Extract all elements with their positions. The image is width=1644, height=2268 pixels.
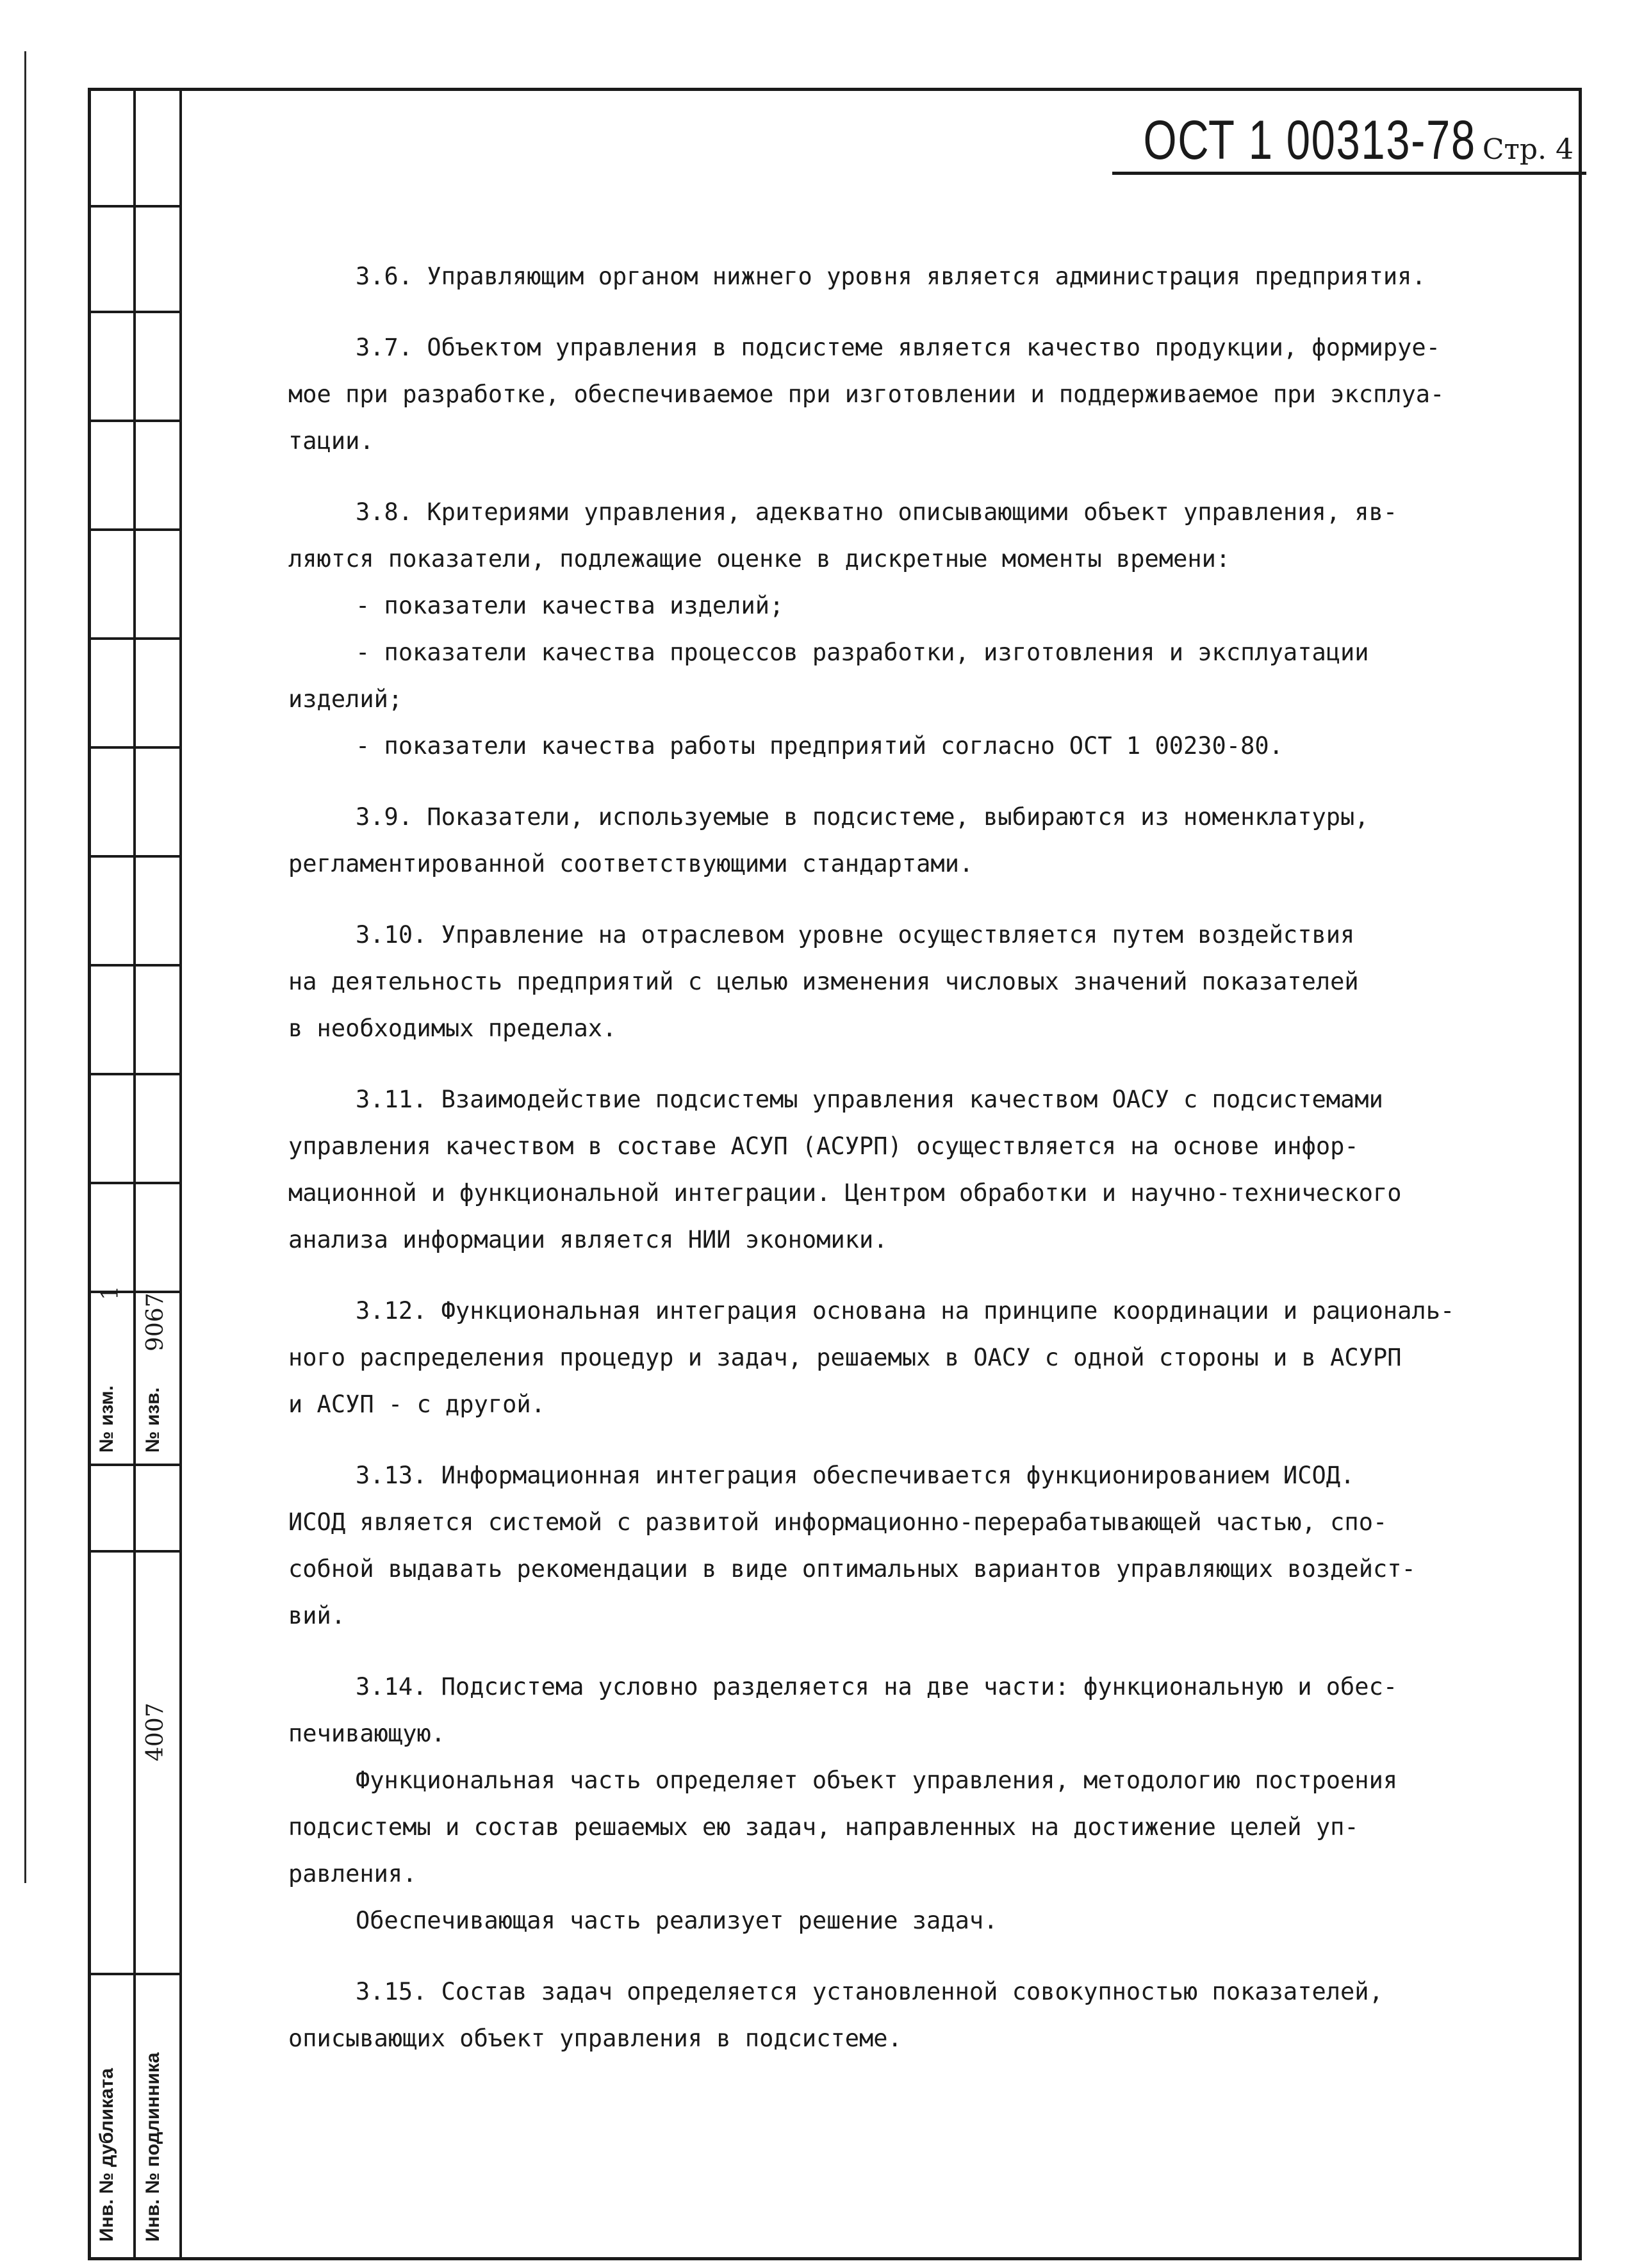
scan-edge-line xyxy=(24,51,26,1883)
izm-label: № изм. xyxy=(96,1385,117,1453)
podlinnik-value: 4007 xyxy=(142,1702,169,1761)
paragraph-3-7: 3.7. Объектом управления в подсистеме является качество продукции, формируе- мое при разработке, обеспечиваемое при изготовлении и поддерживаемое при эксплуа- тации. xyxy=(288,334,1445,455)
paragraph-3-6: 3.6. Управляющим органом нижнего уровня является администрация предприятия. xyxy=(356,263,1426,290)
izv-value: 9067 xyxy=(142,1293,169,1351)
paragraph-3-9: 3.9. Показатели, используемые в подсистеме, выбираются из номенклатуры, регламентированной соответствующими стандартами. xyxy=(288,803,1369,877)
page-number: Стр. 4 xyxy=(1482,133,1574,166)
izm-value: 1 xyxy=(97,1285,124,1300)
header-underline xyxy=(1112,172,1586,175)
paragraph-3-14: 3.14. Подсистема условно разделяется на две части: функциональную и обес- печивающую. Функциональная часть определяет объект управления, методологию построения подсистемы и состав решаемых ею задач, направленных на достижение целей уп- равления. Обеспечивающая часть реализует решение задач. xyxy=(288,1673,1398,1934)
paragraph-3-12: 3.12. Функциональная интеграция основана на принципе координации и рациональ- ного распределения процедур и задач, решаемых в ОАСУ с одной стороны и в АСУРП и АСУП - с другой. xyxy=(288,1297,1455,1418)
podlinnik-label: Инв. № подлинника xyxy=(142,2052,163,2242)
paragraph-3-15: 3.15. Состав задач определяется установленной совокупностью показателей, описывающих объект управления в подсистеме. xyxy=(288,1978,1383,2052)
document-header xyxy=(1049,109,1574,172)
document-body xyxy=(288,253,1512,2086)
document-code: ОСТ 1 00313-78 xyxy=(1143,110,1476,171)
paragraph-3-13: 3.13. Информационная интеграция обеспечивается функционированием ИСОД. ИСОД является системой с развитой информационно-перерабатывающей частью, спо- собной выдавать рекомендации в виде оптимальных вариантов управляющих воздейст- вий. xyxy=(288,1462,1416,1629)
dublikat-label: Инв. № дубликата xyxy=(96,2068,117,2242)
paragraph-3-11: 3.11. Взаимодействие подсистемы управления качеством ОАСУ с подсистемами управления качеством в составе АСУП (АСУРП) осуществляется на основе инфор- мационной и функциональной интеграции. Центром обработки и научно-технического анализа информации является НИИ экономики. xyxy=(288,1086,1402,1253)
paragraph-3-10: 3.10. Управление на отраслевом уровне осуществляется путем воздействия на деятельность предприятий с целью изменения числовых значений показателей в необходимых пределах. xyxy=(288,921,1359,1042)
paragraph-3-8: 3.8. Критериями управления, адекватно описывающими объект управления, яв- ляются показатели, подлежащие оценке в дискретные моменты времени: - показатели качества изделий; - показатели качества процессов разработки, изготовления и эксплуатации изделий; - показатели качества работы предприятий согласно ОСТ 1 00230-80. xyxy=(288,498,1398,760)
izv-label: № изв. xyxy=(142,1387,163,1453)
